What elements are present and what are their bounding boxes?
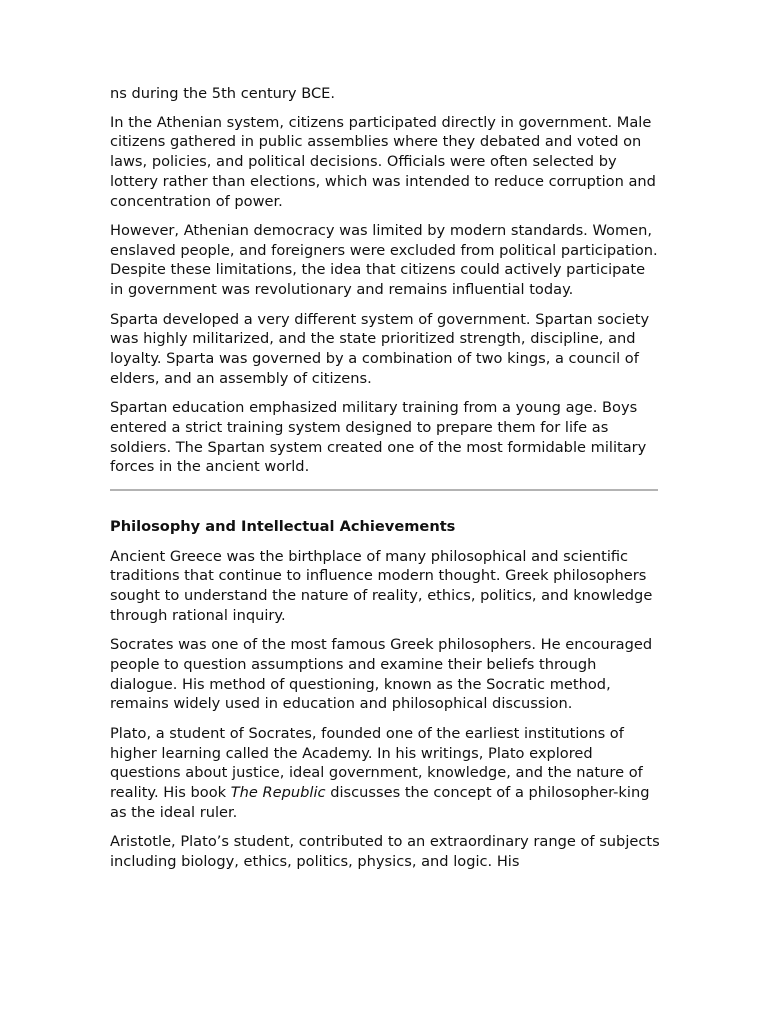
paragraph-plato <box>110 724 660 823</box>
paragraph-athenian-system: In the Athenian system, citizens participated directly in government. Male citizens gathered in public assemblies where they debated and voted on laws, policies, and political decisions. Officials were often selected by lottery rather than elections, which was intended to reduce corruption and concentration of power. <box>110 113 656 210</box>
paragraph-athenian-limits: However, Athenian democracy was limited by modern standards. Women, enslaved people, and foreigners were excluded from political participation. Despite these limitations, the idea that citizens could actively participate in government was revolutionary and remains influential today. <box>110 222 658 299</box>
section-heading: Philosophy and Intellectual Achievements <box>110 518 456 536</box>
document-page <box>110 84 660 881</box>
paragraph-spartan-education: Spartan education emphasized military training from a young age. Boys entered a strict training system designed to prepare them for life as soldiers. The Spartan system created one of the most formidable military forces in the ancient world. <box>110 399 647 476</box>
plato-text-before: Plato, a student of Socrates, founded one of the earliest institutions of higher learning called the Academy. In his writings, Plato explored questions about justice, ideal government, knowledge, and the nature of reality. His book <box>110 724 643 802</box>
paragraph-greek-philosophy: Ancient Greece was the birthplace of many philosophical and scientific traditions that continue to influence modern thought. Greek philosophers sought to understand the nature of reality, ethics, politics, and knowledge through rational inquiry. <box>110 547 653 624</box>
paragraph-aristotle: Aristotle, Plato’s student, contributed to an extraordinary range of subjects including biology, ethics, politics, physics, and logic. His <box>110 833 660 870</box>
paragraph-sparta-government: Sparta developed a very different system of government. Spartan society was highly militarized, and the state prioritized strength, discipline, and loyalty. Sparta was governed by a combination of two kings, a council of elders, and an assembly of citizens. <box>110 310 650 387</box>
paragraph-socrates: Socrates was one of the most famous Greek philosophers. He encouraged people to question assumptions and examine their beliefs through dialogue. His method of questioning, known as the Socratic method, remains widely used in education and philosophical discussion. <box>110 636 653 713</box>
book-title: The Republic <box>230 784 326 802</box>
section-divider <box>110 489 658 491</box>
plato-text-after: discusses the concept of a philosopher-king as the ideal ruler. <box>110 784 650 821</box>
paragraph-continuation: ns during the 5th century BCE. <box>110 85 335 102</box>
